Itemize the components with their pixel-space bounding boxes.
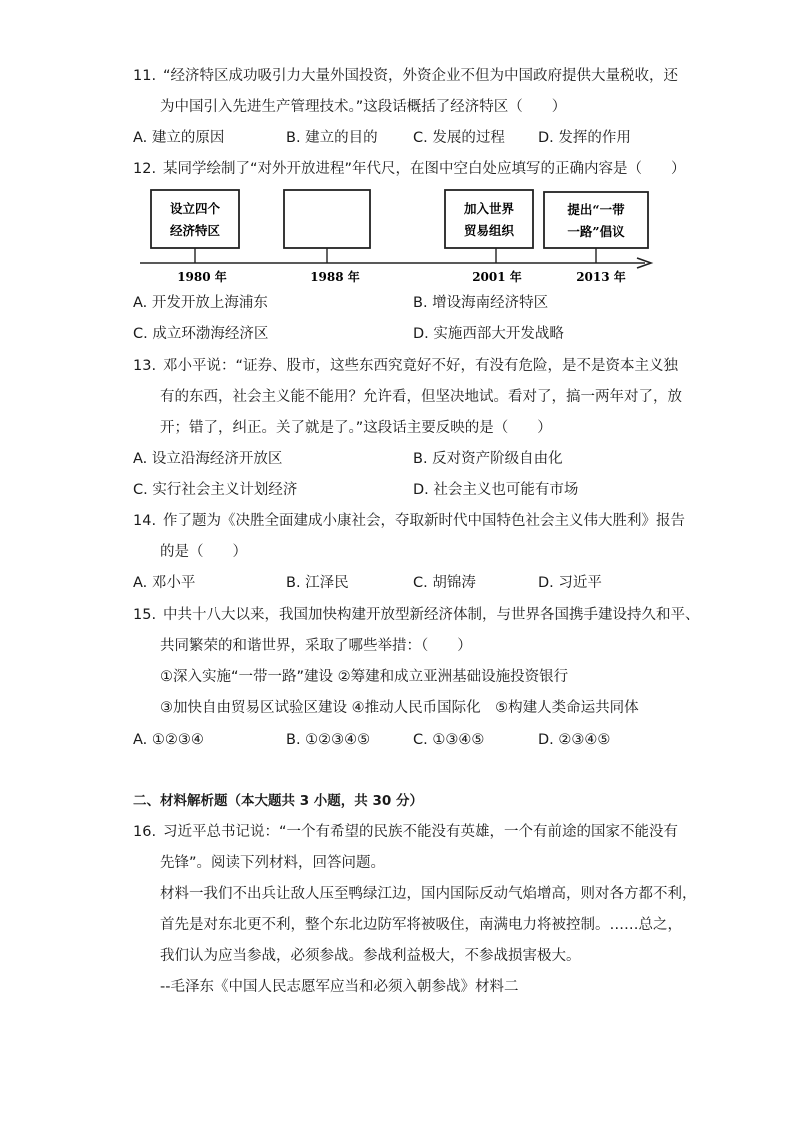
question-13-option-a[interactable]: A. 设立沿海经济开放区 [133,451,283,467]
question-12-option-c[interactable]: C. 成立环渤海经济区 [133,326,269,342]
question-15-option-a[interactable]: A. ①②③④ [133,732,204,748]
question-14-option-a[interactable]: A. 邓小平 [133,575,196,591]
question-11-option-a[interactable]: A. 建立的原因 [133,130,225,146]
question-12-number: 12. [133,161,157,177]
timeline-box-1980 [151,190,239,248]
timeline-year-2013: 2013 年 [576,270,626,284]
question-13-option-c[interactable]: C. 实行社会主义计划经济 [133,482,298,498]
timeline-box-2001-line1: 加入世界 [463,201,515,216]
question-12-option-d[interactable]: D. 实施西部大开发战略 [413,326,564,342]
question-13-stem-line1: 邓小平说：“证券、股市，这些东西究竟好不好，有没有危险，是不是资本主义独 [163,358,679,374]
question-16-number: 16. [133,824,157,840]
timeline-box-2013-line2: 一路”倡议 [567,224,625,239]
question-11-option-d[interactable]: D. 发挥的作用 [538,130,631,146]
question-11-stem-line2: 为中国引入先进生产管理技术。”这段话概括了经济特区（ ） [160,99,567,115]
timeline-box-2013-line1: 提出“一带 [567,202,625,217]
question-15-option-b[interactable]: B. ①②③④⑤ [286,732,371,748]
question-14-number: 14. [133,513,157,529]
timeline-box-2001 [445,190,533,248]
timeline-box-1988-blank [284,190,370,248]
question-16-material-line2: 首先是对东北更不利，整个东北边防军将被吸住，南满电力将被控制。……总之， [160,917,682,933]
question-16-material-line3: 我们认为应当参战，必须参战。参战利益极大，不参战损害极大。 [160,948,581,964]
question-11-stem-line1: “经济特区成功吸引力大量外国投资，外资企业不但为中国政府提供大量税收，还 [163,68,679,84]
question-12-stem: 某同学绘制了“对外开放进程”年代尺，在图中空白处应填写的正确内容是（ ） [163,161,686,177]
question-15-stem-line4: ③加快自由贸易区试验区建设 ④推动人民币国际化 ⑤构建人类命运共同体 [160,700,639,716]
question-16-material-source: --毛泽东《中国人民志愿军应当和必须入朝参战》材料二 [160,979,519,995]
timeline-year-1988: 1988 年 [310,270,360,284]
question-14-option-c[interactable]: C. 胡锦涛 [413,575,476,591]
question-11-option-c[interactable]: C. 发展的过程 [413,130,505,146]
question-14-stem-line1: 作了题为《决胜全面建成小康社会，夺取新时代中国特色社会主义伟大胜利》报告 [163,513,685,529]
question-13-number: 13. [133,358,157,374]
question-15-option-c[interactable]: C. ①③④⑤ [413,732,485,748]
timeline-box-2013 [544,192,648,248]
question-15-stem-line3: ①深入实施“一带一路”建设 ②筹建和成立亚洲基础设施投资银行 [160,669,569,685]
question-15-number: 15. [133,607,157,623]
question-12-option-b[interactable]: B. 增设海南经济特区 [413,295,549,311]
question-16-stem-line2: 先锋”。阅读下列材料，回答问题。 [160,855,386,871]
question-13-stem-line2: 有的东西，社会主义能不能用？允许看，但坚决地试。看对了，搞一两年对了，放 [160,389,682,405]
timeline-year-2001: 2001 年 [472,270,522,284]
question-13-option-b[interactable]: B. 反对资产阶级自由化 [413,451,563,467]
question-12-option-a[interactable]: A. 开发开放上海浦东 [133,295,268,311]
question-15-stem-line2: 共同繁荣的和谐世界，采取了哪些举措：（ ） [160,638,472,654]
question-14-option-b[interactable]: B. 江泽民 [286,575,349,591]
timeline-box-1980-line1: 设立四个 [169,201,221,216]
question-15-option-d[interactable]: D. ②③④⑤ [538,732,611,748]
question-13-option-d[interactable]: D. 社会主义也可能有市场 [413,482,579,498]
question-16-material-line1: 材料一我们不出兵让敌人压至鸭绿江边，国内国际反动气焰增高，则对各方都不利， [160,886,697,902]
question-16-stem-line1: 习近平总书记说：“一个有希望的民族不能没有英雄，一个有前途的国家不能没有 [163,824,679,840]
timeline-diagram [130,185,665,290]
timeline-box-1980-line2: 经济特区 [169,223,221,238]
timeline-year-1980: 1980 年 [177,270,227,284]
question-14-stem-line2: 的是（ ） [160,544,247,560]
question-11-option-b[interactable]: B. 建立的目的 [286,130,378,146]
section-2-title: 二、材料解析题（本大题共 3 小题，共 30 分） [133,793,423,809]
question-14-option-d[interactable]: D. 习近平 [538,575,602,591]
question-13-stem-line3: 开；错了，纠正。关了就是了。”这段话主要反映的是（ ） [160,420,552,436]
question-11-number: 11. [133,68,157,84]
timeline-box-2001-line2: 贸易组织 [463,223,515,238]
question-15-stem-line1: 中共十八大以来，我国加快构建开放型新经济体制，与世界各国携手建设持久和平、 [163,607,700,623]
